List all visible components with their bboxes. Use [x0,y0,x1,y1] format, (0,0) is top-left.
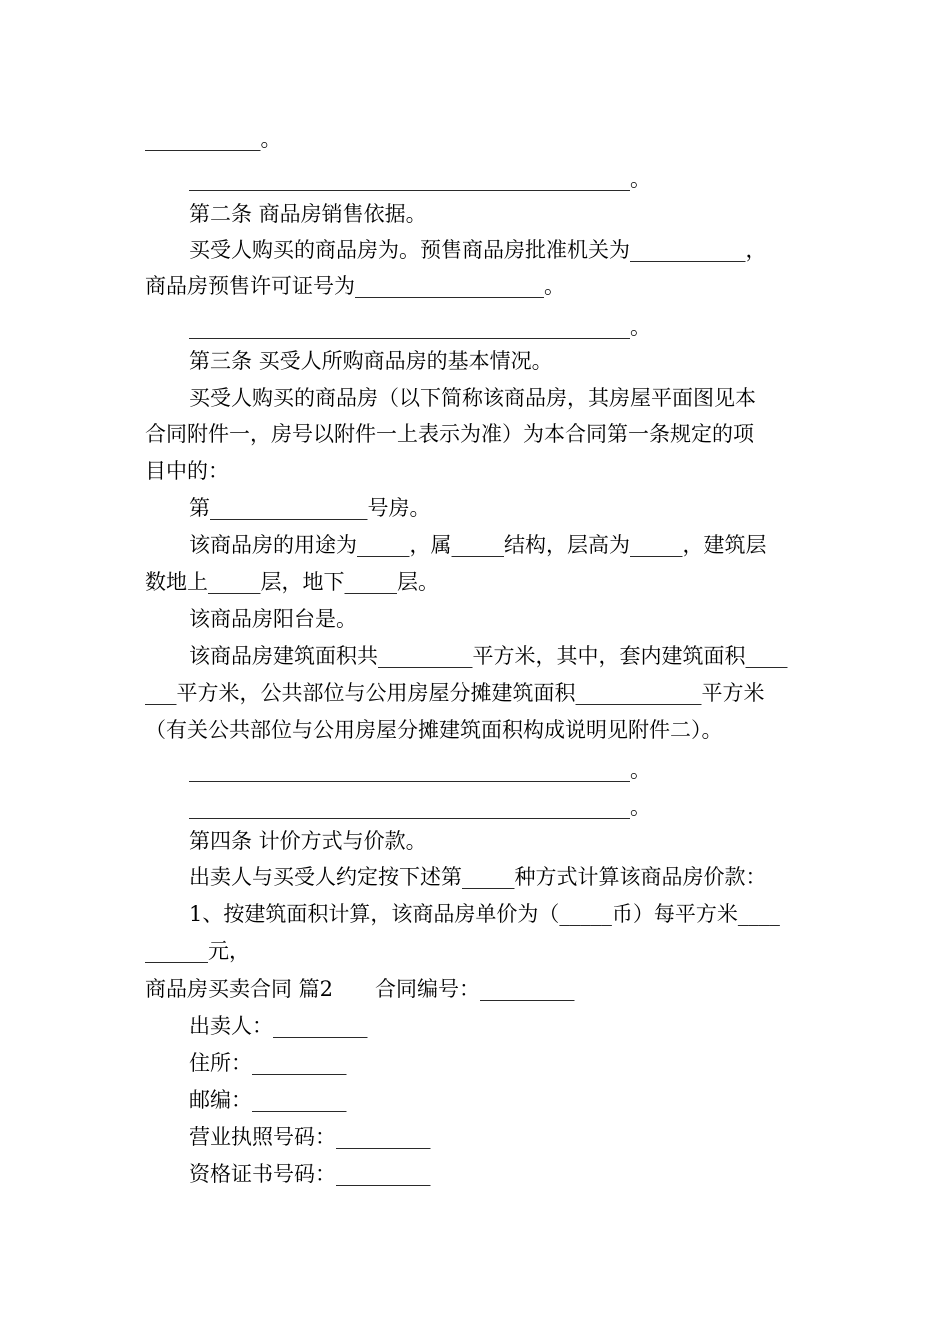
text-line: 该商品房阳台是。 [189,607,357,631]
text-line: 出卖人与买受人约定按下述第_____种方式计算该商品房价款： [189,865,767,889]
text-line: 数地上_____层，地下_____层。 [145,570,439,594]
text-line: __________________________________________。 [189,758,651,782]
article-heading: 第二条 商品房销售依据。 [189,202,427,226]
text-line: 买受人购买的商品房为。预售商品房批准机关为___________， [189,238,767,262]
qualification-cert-field: 资格证书号码：_________ [189,1162,431,1186]
text-line: ___________。 [145,127,282,151]
seller-field: 出卖人：_________ [189,1014,368,1038]
text-line: __________________________________________。 [189,167,651,191]
text-line: （有关公共部位与公用房屋分摊建筑面积构成说明见附件二）。 [145,718,723,742]
text-line: __________________________________________。 [189,795,651,819]
text-line: 该商品房的用途为_____，属_____结构，层高为_____，建筑层 [189,533,767,557]
text-line: __________________________________________。 [189,315,651,339]
text-line: 第_______________号房。 [189,496,431,520]
article-heading: 第四条 计价方式与价款。 [189,829,427,853]
contract-title: 商品房买卖合同 篇2 合同编号：_________ [145,977,575,1001]
text-line: 1、按建筑面积计算，该商品房单价为（_____币）每平方米____ [189,902,780,926]
text-line: 合同附件一，房号以附件一上表示为准）为本合同第一条规定的项 [145,422,754,446]
text-line: 商品房预售许可证号为__________________。 [145,274,565,298]
text-line: 买受人购买的商品房（以下简称该商品房，其房屋平面图见本 [189,386,756,410]
address-field: 住所：_________ [189,1051,347,1075]
postcode-field: 邮编：_________ [189,1088,347,1112]
text-line: 目中的： [145,459,229,483]
business-license-field: 营业执照号码：_________ [189,1125,431,1149]
text-line: ___平方米，公共部位与公用房屋分摊建筑面积____________平方米 [145,681,765,705]
text-line: 该商品房建筑面积共_________平方米，其中，套内建筑面积____ [189,644,788,668]
text-line: ______元， [145,939,250,963]
article-heading: 第三条 买受人所购商品房的基本情况。 [189,349,553,373]
